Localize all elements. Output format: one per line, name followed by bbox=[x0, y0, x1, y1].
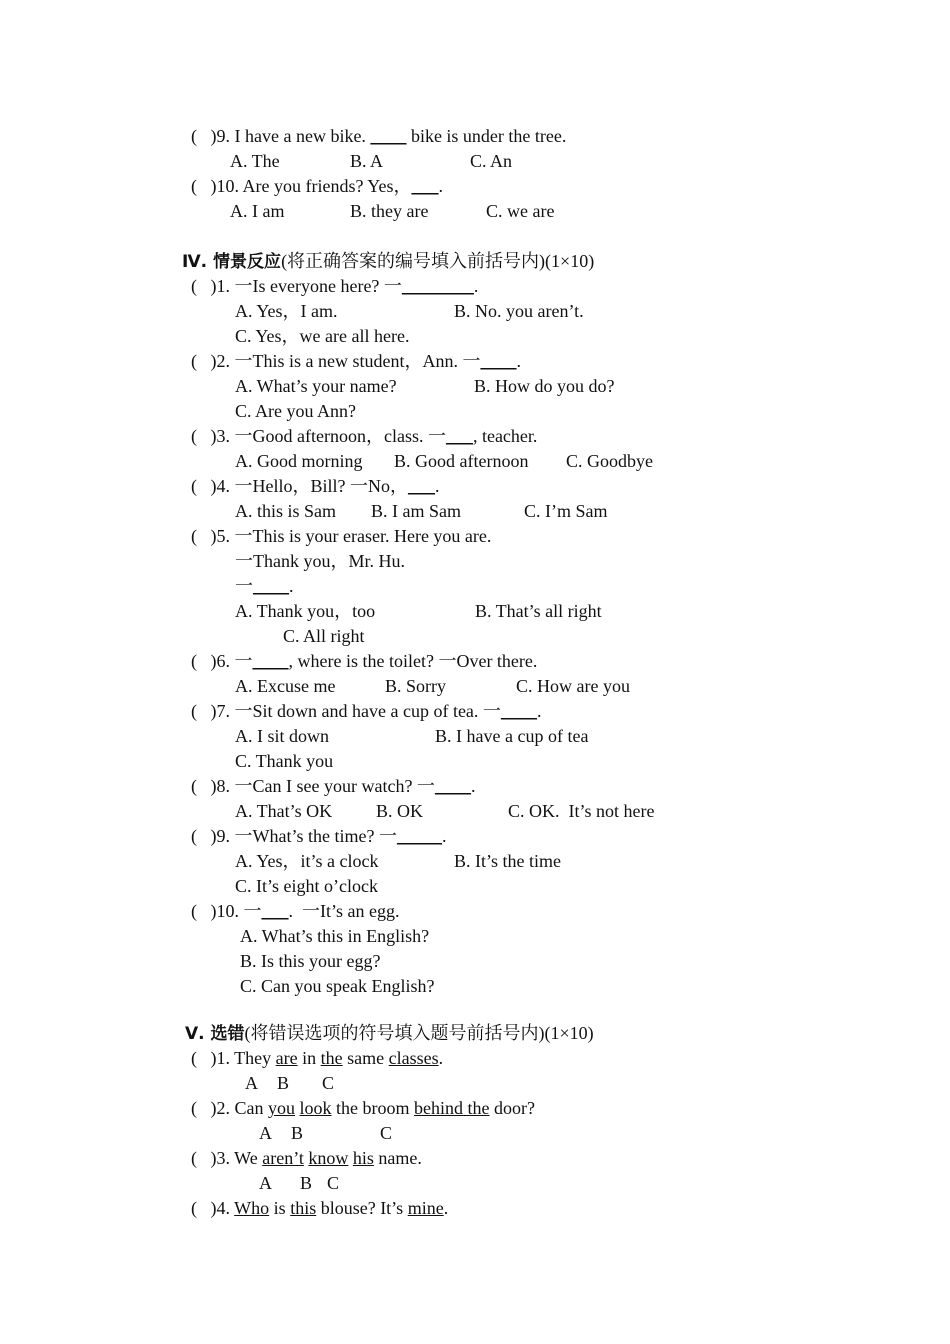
option-c: C. Can you speak English? bbox=[240, 976, 435, 996]
option-a: A. What’s your name? bbox=[235, 376, 397, 396]
s4-question-1: ( )1. 一Is everyone here? 一________. bbox=[191, 276, 479, 296]
option-b: B. Is this your egg? bbox=[240, 951, 381, 971]
option-c: C. All right bbox=[283, 626, 365, 646]
option-b: B. That’s all right bbox=[475, 601, 602, 621]
option-c: C. Goodbye bbox=[566, 451, 653, 471]
answer-blank: _____ bbox=[396, 826, 442, 846]
option-a: A. Yes，I am. bbox=[235, 301, 338, 321]
option-a: A. I sit down bbox=[235, 726, 329, 746]
s4-question-3: ( )3. 一Good afternoon，class. 一___, teacher. bbox=[191, 426, 538, 446]
s5-question-2: ( )2. Can you look the broom behind the door? bbox=[191, 1098, 535, 1118]
option-b: B. I am Sam bbox=[371, 501, 461, 521]
option-c: C. Thank you bbox=[235, 751, 334, 771]
option-a: A. this is Sam bbox=[235, 501, 337, 521]
marker-b: B bbox=[277, 1073, 290, 1093]
option-a: A. That’s OK bbox=[235, 801, 333, 821]
option-b: B. I have a cup of tea bbox=[435, 726, 589, 746]
dialogue-line: 一____. bbox=[235, 576, 294, 596]
option-c: C. Are you Ann? bbox=[235, 401, 356, 421]
question-10: ( )10. Are you friends? Yes，___. bbox=[191, 176, 443, 196]
answer-blank: ____ bbox=[370, 126, 407, 146]
section-4-heading: Ⅳ. 情景反应(将正确答案的编号填入前括号内)(1×10) bbox=[182, 251, 595, 272]
answer-blank: ____ bbox=[253, 576, 289, 596]
marker-a: A bbox=[245, 1073, 258, 1093]
option-a: A. Good morning bbox=[235, 451, 363, 471]
option-c: C. I’m Sam bbox=[524, 501, 608, 521]
option-c: C. An bbox=[470, 151, 513, 171]
s4-question-8: ( )8. 一Can I see your watch? 一____. bbox=[191, 776, 476, 796]
s4-question-7: ( )7. 一Sit down and have a cup of tea. 一____. bbox=[191, 701, 542, 721]
option-c: C. we are bbox=[486, 201, 555, 221]
marker-b: B bbox=[300, 1173, 313, 1193]
answer-blank: ___ bbox=[411, 176, 439, 196]
s4-question-5: ( )5. 一This is your eraser. Here you are. bbox=[191, 526, 492, 546]
answer-blank: ____ bbox=[434, 776, 471, 796]
answer-blank: ____ bbox=[480, 351, 517, 371]
marker-c: C bbox=[380, 1123, 393, 1143]
option-b: B. Sorry bbox=[385, 676, 447, 696]
s4-question-2: ( )2. 一This is a new student，Ann. 一____. bbox=[191, 351, 521, 371]
answer-blank: ___ bbox=[445, 426, 473, 446]
s4-question-4: ( )4. 一Hello，Bill? 一No，___. bbox=[191, 476, 440, 496]
dialogue-line: 一Thank you，Mr. Hu. bbox=[235, 551, 405, 571]
s4-question-6: ( )6. 一____, where is the toilet? 一Over there. bbox=[191, 651, 538, 671]
option-a: A. Yes，it’s a clock bbox=[235, 851, 379, 871]
answer-blank: ___ bbox=[261, 901, 289, 921]
answer-blank: ____ bbox=[252, 651, 289, 671]
option-b: B. How do you do? bbox=[474, 376, 615, 396]
question-9: ( )9. I have a new bike. ____ bike is under the tree. bbox=[191, 126, 567, 146]
s4-question-10: ( )10. 一___. 一It’s an egg. bbox=[191, 901, 400, 921]
answer-blank: ________ bbox=[401, 276, 474, 296]
marker-a: A bbox=[259, 1123, 272, 1143]
marker-c: C bbox=[322, 1073, 335, 1093]
option-c: C. Yes，we are all here. bbox=[235, 326, 410, 346]
option-c: C. OK. It’s not here bbox=[508, 801, 655, 821]
option-b: B. A bbox=[350, 151, 384, 171]
option-a: A. The bbox=[230, 151, 280, 171]
s5-question-4: ( )4. Who is this blouse? It’s mine. bbox=[191, 1198, 449, 1218]
marker-b: B bbox=[291, 1123, 304, 1143]
option-c: C. It’s eight o’clock bbox=[235, 876, 378, 896]
answer-blank: ____ bbox=[500, 701, 537, 721]
option-a: A. I am bbox=[230, 201, 285, 221]
s4-question-9: ( )9. 一What’s the time? 一_____. bbox=[191, 826, 447, 846]
marker-c: C bbox=[327, 1173, 340, 1193]
option-a: A. Excuse me bbox=[235, 676, 336, 696]
option-b: B. OK bbox=[376, 801, 424, 821]
option-b: B. No. you aren’t. bbox=[454, 301, 584, 321]
s5-question-1: ( )1. They are in the same classes. bbox=[191, 1048, 444, 1068]
option-b: B. they are bbox=[350, 201, 429, 221]
s5-question-3: ( )3. We aren’t know his name. bbox=[191, 1148, 422, 1168]
option-a: A. What’s this in English? bbox=[240, 926, 430, 946]
marker-a: A bbox=[259, 1173, 272, 1193]
section-5-heading: Ⅴ. 选错(将错误选项的符号填入题号前括号内)(1×10) bbox=[185, 1023, 594, 1044]
option-b: B. It’s the time bbox=[454, 851, 561, 871]
option-a: A. Thank you，too bbox=[235, 601, 376, 621]
answer-blank: ___ bbox=[407, 476, 435, 496]
option-c: C. How are you bbox=[516, 676, 630, 696]
option-b: B. Good afternoon bbox=[394, 451, 529, 471]
